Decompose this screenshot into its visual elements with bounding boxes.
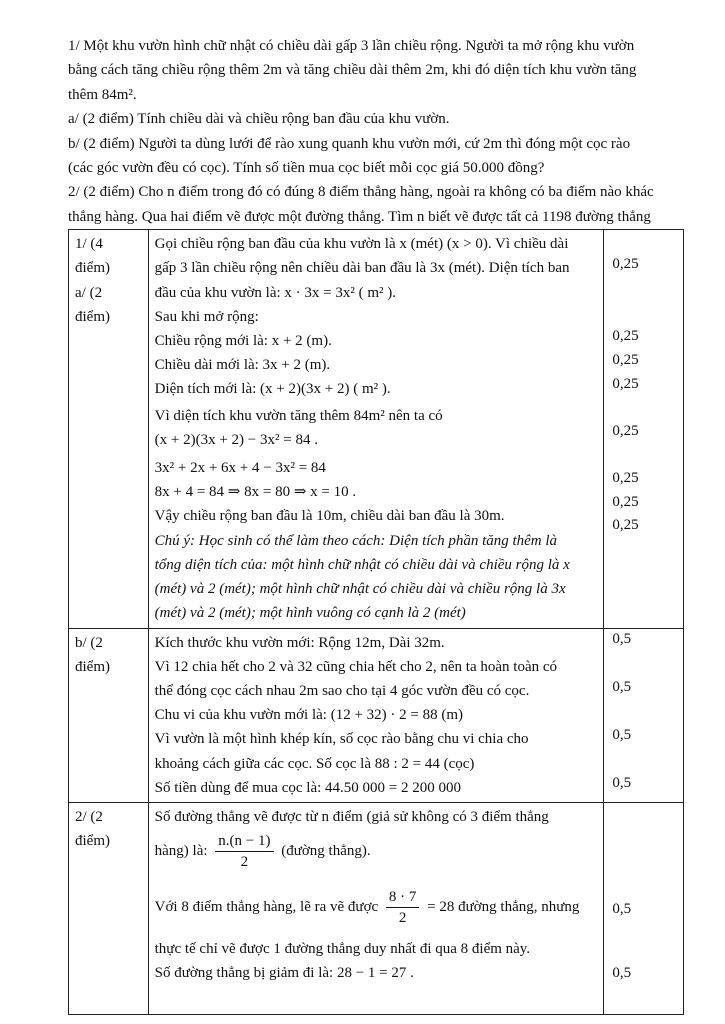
score: 0,5 bbox=[612, 900, 632, 917]
row-label: 2/ (2 điểm) bbox=[69, 802, 149, 1014]
grading-table bbox=[68, 229, 684, 1014]
note-line: Chú ý: Học sinh có thể làm theo cách: Diện tích phần tăng thêm là bbox=[154, 532, 558, 549]
solution-cell bbox=[148, 230, 604, 628]
solution-line: Số đường thẳng bị giảm đi là: 28 − 1 = 27 . bbox=[154, 965, 414, 982]
solution-cell bbox=[148, 628, 604, 802]
solution-line: Chiều rộng mới là: x + 2 (m). bbox=[154, 333, 332, 350]
solution-line: (x + 2)(3x + 2) − 3x² = 84 . bbox=[154, 431, 318, 448]
note-line: (mét) và 2 (mét); một hình chữ nhật có chiều dài và chiều rộng là 3x bbox=[154, 581, 566, 598]
problem-line: bằng cách tăng chiều rộng thêm 2m và tăng chiều dài thêm 2m, khi đó diện tích khu vườn tăng bbox=[68, 62, 637, 79]
solution-line: Số tiền dùng để mua cọc là: 44.50 000 = 2 200 000 bbox=[154, 779, 461, 796]
part-b-question: b/ (2 điểm) Người ta dùng lưới để rào xung quanh khu vườn mới, cứ 2m thì đóng một cọc rào bbox=[68, 135, 631, 152]
table-row bbox=[69, 628, 684, 802]
problem-statement bbox=[68, 34, 684, 229]
solution-line: gấp 3 lần chiều rộng nên chiều dài ban đầu là 3x (mét). Diện tích ban bbox=[154, 260, 570, 277]
solution-line: Vì diện tích khu vườn tăng thêm 84m² nên ta có bbox=[154, 407, 443, 424]
score: 0,25 bbox=[612, 423, 639, 440]
note-line: tổng diện tích của: một hình chữ nhật có chiều dài và chiều rộng là x bbox=[154, 556, 570, 573]
exam-page bbox=[68, 34, 684, 1015]
fraction: $\frac{8 \cdot 7}{2}$ bbox=[386, 887, 420, 928]
table-row bbox=[69, 230, 684, 628]
score: 0,5 bbox=[612, 678, 632, 695]
solution-line: Diện tích mới là: (x + 2)(3x + 2) ( m² ). bbox=[154, 381, 391, 398]
solution-line: thực tế chỉ vẽ được 1 đường thẳng duy nhất đi qua 8 điểm này. bbox=[154, 941, 531, 958]
score: 0,5 bbox=[612, 630, 632, 647]
solution-line: Với 8 điểm thẳng hàng, lẽ ra vẽ được $\frac{8 \cdot 7}{2}$ = 28 đường thẳng, nhưng bbox=[154, 889, 580, 927]
solution-line: Vì 12 chia hết cho 2 và 32 cũng chia hết cho 2, nên ta hoàn toàn có bbox=[154, 658, 558, 675]
problem-line: 1/ Một khu vườn hình chữ nhật có chiều dài gấp 3 lần chiều rộng. Người ta mở rộng khu vườn bbox=[68, 38, 635, 54]
solution-line: Sau khi mở rộng: bbox=[154, 308, 259, 325]
solution-line: 3x² + 2x + 6x + 4 − 3x² = 84 bbox=[154, 460, 326, 477]
score: 0,25 bbox=[612, 517, 639, 534]
part-b-question: (các góc vườn đều có cọc). Tính số tiền mua cọc biết mỗi cọc giá 50.000 đồng? bbox=[68, 160, 545, 177]
solution-line: Vậy chiều rộng ban đầu là 10m, chiều dài ban đầu là 30m. bbox=[154, 508, 505, 525]
solution-line: Chu vi của khu vườn mới là: (12 + 32) · 2 = 88 (m) bbox=[154, 707, 464, 724]
score: 0,25 bbox=[612, 494, 639, 511]
fraction: $\frac{n.(n - 1)}{2}$ bbox=[215, 831, 273, 872]
solution-cell bbox=[148, 802, 604, 1014]
note-line: (mét) và 2 (mét); một hình vuông có cạnh là 2 (mét) bbox=[154, 605, 466, 622]
score-cell bbox=[604, 802, 684, 1014]
solution-line: Gọi chiều rộng ban đầu của khu vườn là x (mét) (x > 0). Vì chiều dài bbox=[154, 236, 569, 253]
score-cell bbox=[604, 628, 684, 802]
problem-line: thêm 84m². bbox=[68, 86, 137, 103]
row-label: b/ (2 điểm) bbox=[69, 628, 149, 802]
solution-line: Số đường thẳng vẽ được từ n điểm (giả sử không có 3 điểm thẳng bbox=[154, 808, 549, 825]
solution-line: Vì vườn là một hình khép kín, số cọc rào bằng chu vi chia cho bbox=[154, 731, 529, 748]
solution-line: khoảng cách giữa các cọc. Số cọc là 88 : 2 = 44 (cọc) bbox=[154, 755, 475, 772]
score: 0,5 bbox=[612, 774, 632, 791]
solution-line: hàng) là: $\frac{n.(n - 1)}{2}$ (đường thẳng). bbox=[154, 833, 371, 871]
score: 0,25 bbox=[612, 352, 639, 369]
score: 0,25 bbox=[612, 328, 639, 345]
part-a-question: a/ (2 điểm) Tính chiều dài và chiều rộng ban đầu của khu vườn. bbox=[68, 111, 450, 128]
score: 0,25 bbox=[612, 376, 639, 393]
solution-line: Chiều dài mới là: 3x + 2 (m). bbox=[154, 357, 331, 374]
score: 0,5 bbox=[612, 964, 632, 981]
solution-line: thể đóng cọc cách nhau 2m sao cho tại 4 góc vườn đều có cọc. bbox=[154, 682, 530, 699]
question-2: thẳng hàng. Qua hai điểm vẽ được một đường thẳng. Tìm n biết vẽ được tất cả 1198 đường thẳng bbox=[68, 208, 651, 225]
row-label: 1/ (4 điểm) a/ (2 điểm) bbox=[69, 230, 149, 628]
score: 0,5 bbox=[612, 726, 632, 743]
solution-line: Kích thước khu vườn mới: Rộng 12m, Dài 32m. bbox=[154, 634, 445, 651]
solution-line: đầu của khu vườn là: x · 3x = 3x² ( m² ). bbox=[154, 284, 397, 301]
solution-line: 8x + 4 = 84 ⇒ 8x = 80 ⇒ x = 10 . bbox=[154, 484, 357, 501]
table-row bbox=[69, 802, 684, 1014]
question-2: 2/ (2 điểm) Cho n điểm trong đó có đúng 8 điểm thẳng hàng, ngoài ra không có ba điểm nào khác bbox=[68, 184, 654, 201]
score-cell bbox=[604, 230, 684, 628]
score: 0,25 bbox=[612, 470, 639, 487]
score: 0,25 bbox=[612, 256, 639, 273]
